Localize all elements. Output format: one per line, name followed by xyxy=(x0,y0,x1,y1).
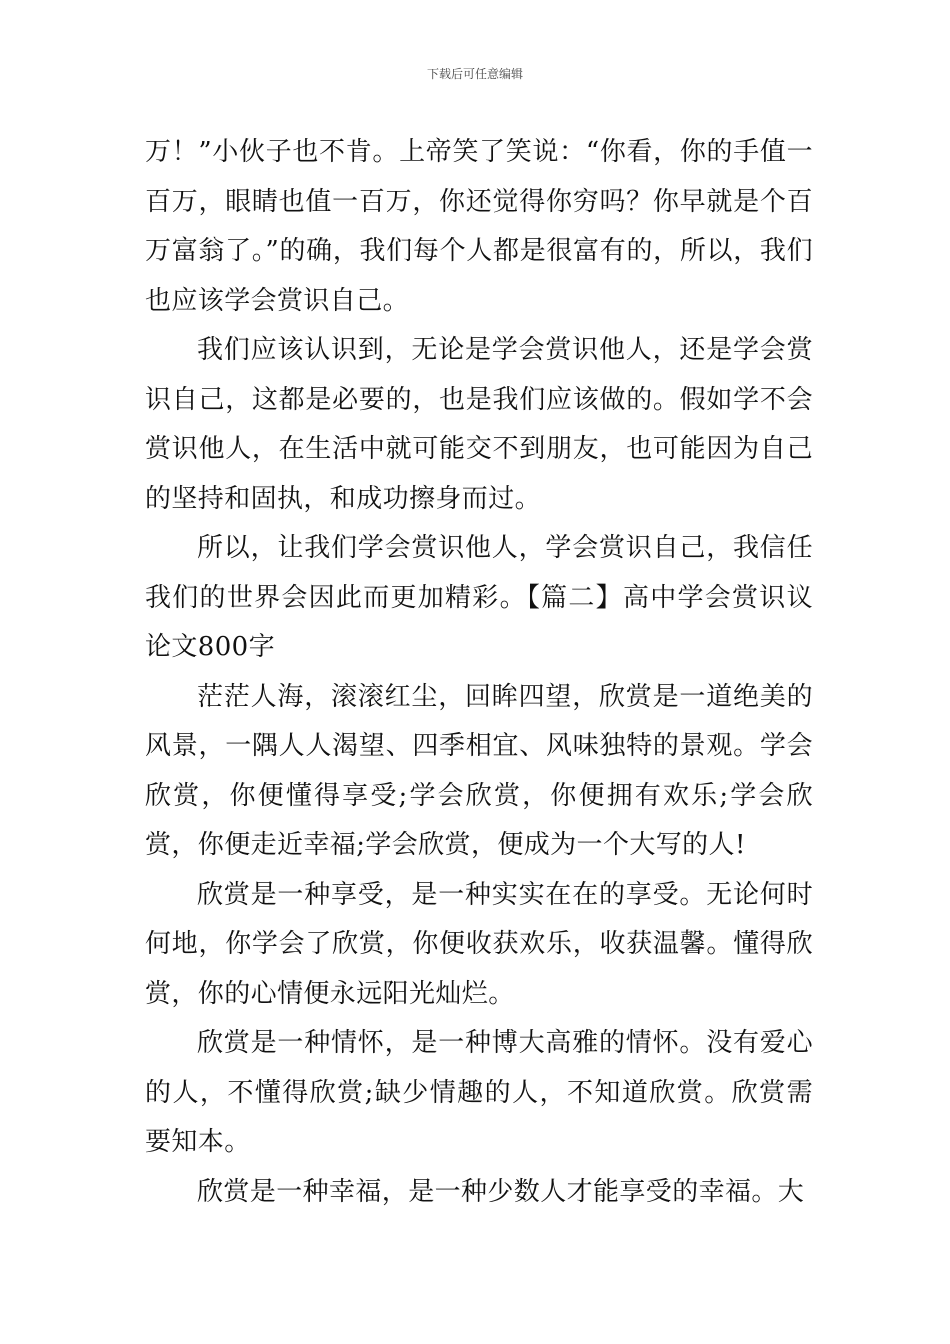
paragraph: 我们应该认识到，无论是学会赏识他人，还是学会赏识自己，这都是必要的，也是我们应该做的。假如学不会赏识他人，在生活中就可能交不到朋友，也可能因为自己的坚持和固执，和成功擦身而过。 xyxy=(145,335,813,514)
page-header: 下载后可任意编辑 xyxy=(426,67,523,81)
article-body xyxy=(145,128,813,1217)
paragraph: 欣赏是一种幸福，是一种少数人才能享受的幸福。大 xyxy=(197,1176,805,1207)
paragraph: 欣赏是一种享受，是一种实实在在的享受。无论何时何地，你学会了欣赏，你便收获欢乐，收获温馨。懂得欣赏，你的心情便永远阳光灿烂。 xyxy=(145,879,813,1009)
paragraph-continuation: 万！”小伙子也不肯。上帝笑了笑说：“你看，你的手值一百万，眼睛也值一百万，你还觉得你穷吗？你早就是个百万富翁了。”的确，我们每个人都是很富有的，所以，我们也应该学会赏识自己。 xyxy=(145,137,813,316)
paragraph: 所以，让我们学会赏识他人，学会赏识自己，我信任我们的世界会因此而更加精彩。【篇二】高中学会赏识议论文800字 xyxy=(145,533,813,662)
paragraph: 茫茫人海，滚滚红尘，回眸四望，欣赏是一道绝美的风景，一隅人人渴望、四季相宜、风味独特的景观。学会欣赏，你便懂得享受;学会欣赏，你便拥有欢乐;学会欣赏，你便走近幸福;学会欣赏，便成为一个大写的人! xyxy=(145,681,813,860)
paragraph: 欣赏是一种情怀，是一种博大高雅的情怀。没有爱心的人，不懂得欣赏;缺少情趣的人，不知道欣赏。欣赏需要知本。 xyxy=(145,1028,813,1157)
